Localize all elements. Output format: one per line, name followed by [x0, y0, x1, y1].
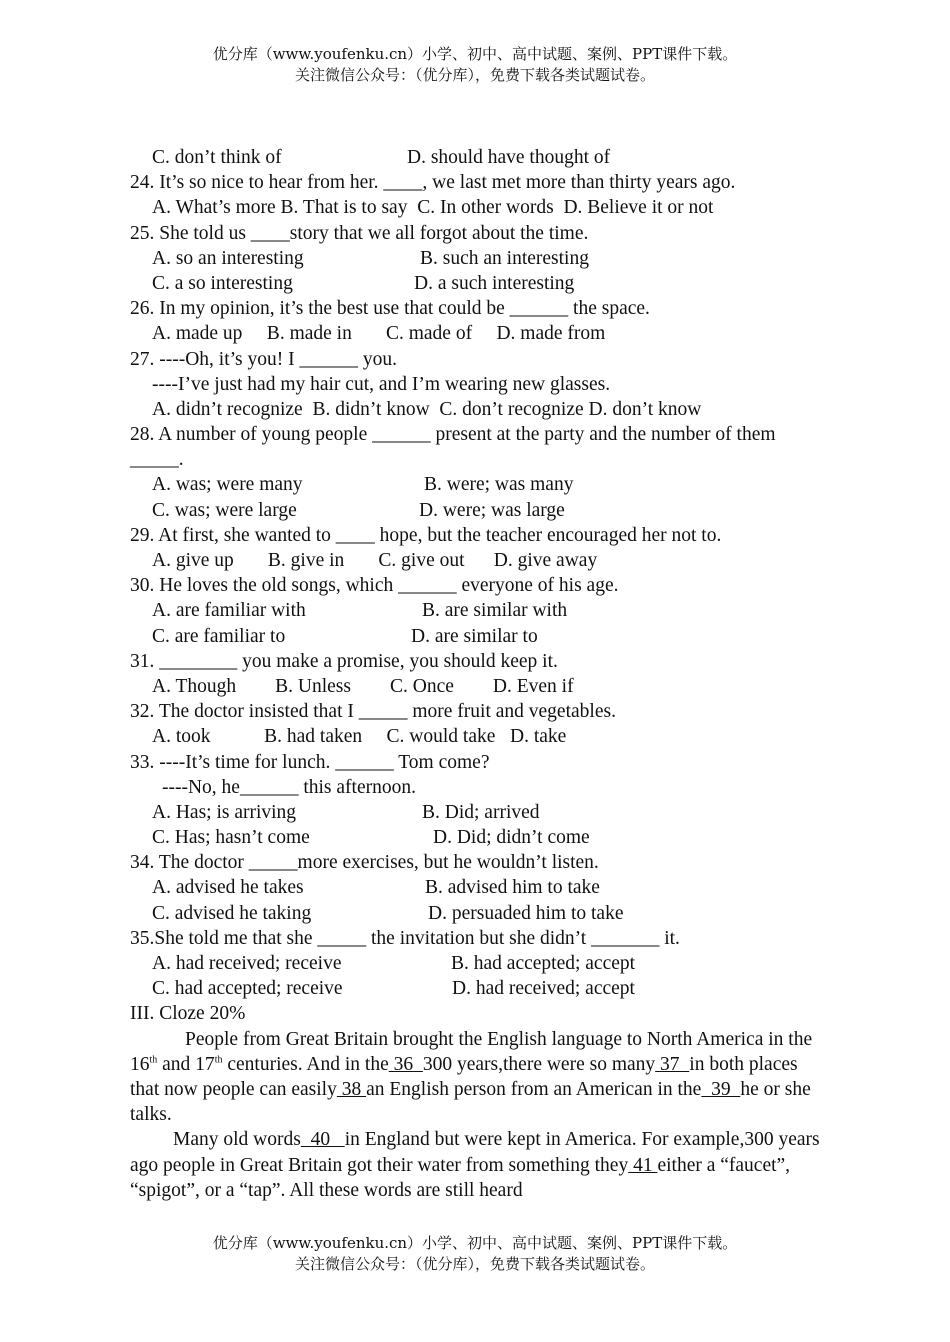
q32-stem: 32. The doctor insisted that I _____ more fruit and vegetables. — [130, 701, 616, 723]
page-header — [0, 44, 950, 86]
q30-stem: 30. He loves the old songs, which ______ everyone of his age. — [130, 575, 619, 597]
q34-options-cd: C. advised he taking D. persuaded him to take — [152, 902, 624, 924]
q31-stem: 31. ________ you make a promise, you should keep it. — [130, 650, 558, 672]
q35-options-cd: C. had accepted; receive D. had received; accept — [152, 978, 635, 1000]
cloze-paragraph-1: People from Great Britain brought the English language to North America in the 16th and 17th centuries. And in the 36 300 years,there were so many 37 in both places that now people can easily 38 an English person from an American in the 39 he or she talks. — [130, 1028, 813, 1126]
blank-41: 41 — [628, 1154, 658, 1176]
q30-options-cd: C. are familiar to D. are similar to — [152, 625, 538, 647]
q31-options: A. Though B. Unless C. Once D. Even if — [152, 675, 574, 697]
blank-36: 36 — [388, 1053, 423, 1075]
footer-line-1: 优分库（www.youfenku.cn）小学、初中、高中试题、案例、PPT课件下载。 — [212, 1234, 738, 1252]
q32-options: A. took B. had taken C. would take D. take — [152, 726, 567, 748]
q27-stem: 27. ----Oh, it’s you! I ______ you. — [130, 348, 398, 370]
q29-options: A. give up B. give in C. give out D. give away — [152, 550, 598, 572]
q34-stem: 34. The doctor _____more exercises, but he wouldn’t listen. — [130, 852, 599, 874]
q33-options-cd: C. Has; hasn’t come D. Did; didn’t come — [152, 827, 590, 849]
header-line-1: 优分库（www.youfenku.cn）小学、初中、高中试题、案例、PPT课件下载。 — [212, 45, 738, 63]
q27-reply: ----I’ve just had my hair cut, and I’m wearing new glasses. — [152, 373, 611, 395]
q26-options: A. made up B. made in C. made of D. made from — [152, 323, 606, 345]
q25-options-cd: C. a so interesting D. a such interesting — [152, 272, 575, 294]
blank-39: 39 — [701, 1079, 741, 1100]
q33-reply: ----No, he______ this afternoon. — [162, 776, 416, 798]
footer-line-2: 关注微信公众号：（优分库），免费下载各类试题试卷。 — [294, 1255, 655, 1273]
q33-options-ab: A. Has; is arriving B. Did; arrived — [152, 801, 540, 823]
page-footer — [0, 1233, 950, 1275]
blank-38: 38 — [336, 1079, 367, 1100]
q23-options-cd: C. don’t think of D. should have thought of — [152, 147, 611, 168]
q29-stem: 29. At first, she wanted to ____ hope, but the teacher encouraged her not to. — [130, 524, 722, 546]
q33-stem: 33. ----It’s time for lunch. ______ Tom come? — [130, 751, 490, 773]
q27-options: A. didn’t recognize B. didn’t know C. don’t recognize D. don’t know — [152, 398, 702, 420]
q25-stem: 25. She told us ____story that we all forgot about the time. — [130, 222, 589, 244]
section-heading: III. Cloze 20% — [130, 1003, 246, 1025]
q35-options-ab: A. had received; receive B. had accepted; accept — [152, 953, 636, 975]
q24-stem: 24. It’s so nice to hear from her. ____, we last met more than thirty years ago. — [130, 172, 736, 194]
q26-stem: 26. In my opinion, it’s the best use that could be ______ the space. — [130, 298, 650, 320]
exam-body — [130, 145, 820, 1203]
q30-options-ab: A. are familiar with B. are similar with — [152, 600, 568, 622]
blank-40: 40 — [300, 1129, 345, 1151]
q34-options-ab: A. advised he takes B. advised him to take — [152, 877, 600, 899]
q35-stem: 35.She told me that she _____ the invitation but she didn’t _______ it. — [130, 927, 680, 949]
q24-options: A. What’s more B. That is to say C. In other words D. Believe it or not — [152, 197, 714, 219]
q28-stem: 28. A number of young people ______ present at the party and the number of them _____. — [130, 424, 776, 471]
q25-options-ab: A. so an interesting B. such an interesting — [152, 247, 589, 269]
cloze-paragraph-2: Many old words 40 in England but were kept in America. For example,300 years ago people in Great Britain got their water from something they 41 either a “faucet”, “spigot”, or a “tap”. All these words are still heard — [130, 1129, 820, 1201]
q28-options-ab: A. was; were many B. were; was many — [152, 474, 574, 496]
blank-37: 37 — [655, 1053, 690, 1075]
header-line-2: 关注微信公众号：（优分库），免费下载各类试题试卷。 — [294, 66, 655, 84]
q28-options-cd: C. was; were large D. were; was large — [152, 499, 565, 521]
